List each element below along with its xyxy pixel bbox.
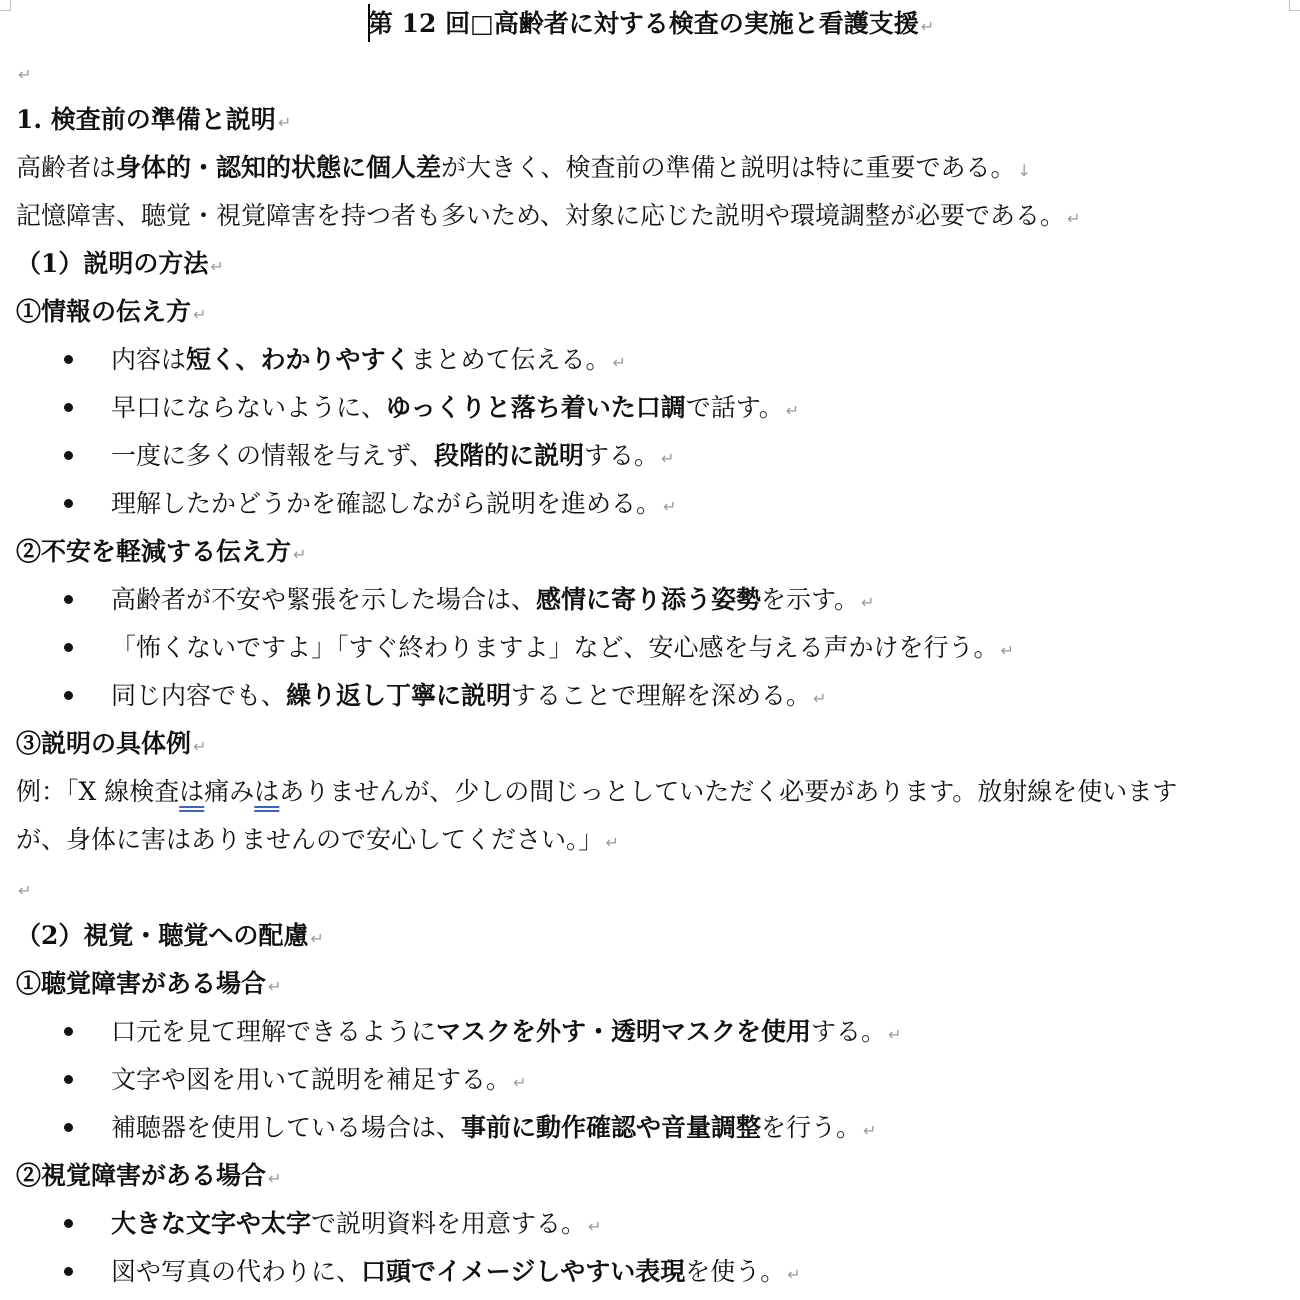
text-run: で説明資料を用意する。 bbox=[311, 1209, 587, 1238]
paragraph-mark: ↵ bbox=[268, 977, 282, 996]
bullet-item[interactable] bbox=[16, 432, 1286, 480]
paragraph-mark: ↵ bbox=[210, 257, 224, 276]
text-run: 例：「X 線検査 bbox=[16, 777, 180, 806]
text-run: を使う。 bbox=[685, 1257, 786, 1286]
point-heading[interactable] bbox=[16, 528, 1286, 576]
text-run: まとめて伝える。 bbox=[410, 345, 611, 374]
bullet-item[interactable] bbox=[16, 1248, 1286, 1296]
document-body[interactable] bbox=[16, 0, 1286, 1296]
bullet-icon bbox=[64, 451, 73, 460]
bullet-item[interactable] bbox=[16, 384, 1286, 432]
example-paragraph-line[interactable] bbox=[16, 768, 1286, 816]
point-heading-text: ③説明の具体例 bbox=[16, 729, 192, 758]
text-run: を示す。 bbox=[761, 585, 860, 614]
page-corner-mark-left bbox=[0, 0, 11, 11]
bold-run: 事前に動作確認や音量調整 bbox=[461, 1113, 762, 1142]
text-run: が大きく、検査前の準備と説明は特に重要である。 bbox=[441, 153, 1016, 182]
text-run: 早口にならないように、 bbox=[111, 393, 387, 422]
bullet-item[interactable] bbox=[16, 480, 1286, 528]
paragraph-mark: ↵ bbox=[193, 737, 207, 756]
bullet-icon bbox=[64, 403, 73, 412]
body-paragraph[interactable] bbox=[16, 144, 1286, 192]
bullet-icon bbox=[64, 643, 73, 652]
text-run: することで理解を深める。 bbox=[511, 681, 812, 710]
bullet-icon bbox=[64, 595, 73, 604]
paragraph-mark: ↵ bbox=[920, 17, 935, 36]
subsection-heading-text: （2）視覚・聴覚への配慮 bbox=[16, 921, 309, 950]
paragraph-mark: ↵ bbox=[813, 689, 827, 708]
text-run: 理解したかどうかを確認しながら説明を進める。 bbox=[111, 489, 662, 518]
point-heading-text: ②不安を軽減する伝え方 bbox=[16, 537, 292, 566]
subsection-heading[interactable] bbox=[16, 912, 1286, 960]
bullet-item[interactable] bbox=[16, 336, 1286, 384]
paragraph-mark: ↵ bbox=[18, 65, 32, 84]
paragraph-mark: ↵ bbox=[661, 449, 675, 468]
bullet-icon bbox=[64, 1219, 73, 1228]
point-heading[interactable] bbox=[16, 960, 1286, 1008]
text-run: する。 bbox=[811, 1017, 887, 1046]
empty-paragraph[interactable] bbox=[16, 48, 1286, 96]
text-run: 口元を見て理解できるように bbox=[111, 1017, 437, 1046]
paragraph-mark: ↵ bbox=[277, 113, 292, 132]
point-heading-text: ①聴覚障害がある場合 bbox=[16, 969, 267, 998]
bullet-item[interactable] bbox=[16, 576, 1286, 624]
paragraph-mark: ↵ bbox=[605, 833, 619, 852]
paragraph-mark: ↵ bbox=[310, 929, 324, 948]
document-title[interactable] bbox=[16, 0, 1286, 48]
grammar-flag[interactable]: は bbox=[254, 777, 280, 806]
bullet-icon bbox=[64, 1075, 73, 1084]
bullet-icon bbox=[64, 1123, 73, 1132]
paragraph-mark: ↵ bbox=[513, 1073, 527, 1092]
bullet-item[interactable] bbox=[16, 1056, 1286, 1104]
bullet-icon bbox=[64, 1027, 73, 1036]
subsection-heading[interactable] bbox=[16, 240, 1286, 288]
point-heading[interactable] bbox=[16, 1152, 1286, 1200]
paragraph-mark: ↵ bbox=[193, 305, 207, 324]
bold-run: 短く、わかりやすく bbox=[186, 345, 411, 374]
paragraph-mark: ↵ bbox=[293, 545, 307, 564]
paragraph-mark: ↵ bbox=[1000, 641, 1014, 660]
bullet-icon bbox=[64, 1267, 73, 1276]
text-run: 一度に多くの情報を与えず、 bbox=[111, 441, 435, 470]
section-heading[interactable] bbox=[16, 96, 1286, 144]
body-paragraph[interactable] bbox=[16, 192, 1286, 240]
example-paragraph-line[interactable] bbox=[16, 816, 1286, 864]
bold-run: 段階的に説明 bbox=[434, 441, 585, 470]
bold-run: 繰り返し丁寧に説明 bbox=[286, 681, 512, 710]
paragraph-mark: ↵ bbox=[888, 1025, 902, 1044]
title-box-glyph: □ bbox=[470, 9, 494, 38]
point-heading-text: ①情報の伝え方 bbox=[16, 297, 192, 326]
text-run: 同じ内容でも、 bbox=[111, 681, 287, 710]
title-lead: 第 12 回 bbox=[367, 9, 471, 38]
bullet-item[interactable] bbox=[16, 672, 1286, 720]
text-run: 「怖くないですよ」「すぐ終わりますよ」など、安心感を与える声かけを行う。 bbox=[111, 633, 999, 662]
page-corner-mark-right bbox=[1289, 0, 1300, 11]
text-run: する。 bbox=[584, 441, 660, 470]
bold-run: マスクを外す・透明マスクを使用 bbox=[436, 1017, 812, 1046]
point-heading[interactable] bbox=[16, 720, 1286, 768]
bold-run: 感情に寄り添う姿勢 bbox=[536, 585, 762, 614]
bullet-item[interactable] bbox=[16, 1008, 1286, 1056]
bullet-icon bbox=[64, 691, 73, 700]
bullet-icon bbox=[64, 355, 73, 364]
paragraph-mark: ↵ bbox=[588, 1217, 602, 1236]
paragraph-mark: ↵ bbox=[787, 1265, 801, 1284]
point-heading[interactable] bbox=[16, 288, 1286, 336]
bold-run: ゆっくりと落ち着いた口調 bbox=[386, 393, 686, 422]
bold-run: 身体的・認知的状態に個人差 bbox=[116, 153, 442, 182]
bold-run: 口頭でイメージしやすい表現 bbox=[361, 1257, 686, 1286]
paragraph-mark: ↵ bbox=[1067, 209, 1081, 228]
empty-paragraph[interactable] bbox=[16, 864, 1286, 912]
grammar-flag[interactable]: は bbox=[179, 777, 205, 806]
text-run: 図や写真の代わりに、 bbox=[111, 1257, 362, 1286]
text-run: が、身体に害はありませんので安心してください。」 bbox=[16, 825, 604, 854]
paragraph-mark: ↵ bbox=[18, 881, 32, 900]
paragraph-mark: ↵ bbox=[663, 497, 677, 516]
paragraph-mark: ↵ bbox=[861, 593, 875, 612]
text-run: 文字や図を用いて説明を補足する。 bbox=[111, 1065, 512, 1094]
bullet-icon bbox=[64, 499, 73, 508]
paragraph-mark: ↵ bbox=[863, 1121, 877, 1140]
text-run: で話す。 bbox=[685, 393, 784, 422]
bullet-item[interactable] bbox=[16, 1104, 1286, 1152]
text-run: ありませんが、少しの間じっとしていただく必要があります。放射線を使います bbox=[279, 777, 1178, 806]
point-heading-text: ②視覚障害がある場合 bbox=[16, 1161, 267, 1190]
text-run: 記憶障害、聴覚・視覚障害を持つ者も多いため、対象に応じた説明や環境調整が必要である。 bbox=[16, 201, 1066, 230]
bullet-item[interactable] bbox=[16, 624, 1286, 672]
text-run: 痛み bbox=[204, 777, 255, 806]
text-run: 高齢者が不安や緊張を示した場合は、 bbox=[111, 585, 537, 614]
bold-run: 大きな文字や太字 bbox=[111, 1209, 312, 1238]
line-break-mark: ↓ bbox=[1017, 161, 1031, 180]
section-heading-text: 1. 検査前の準備と説明 bbox=[16, 105, 276, 134]
text-run: 内容は bbox=[111, 345, 187, 374]
paragraph-mark: ↵ bbox=[785, 401, 800, 420]
subsection-heading-text: （1）説明の方法 bbox=[16, 249, 209, 278]
bullet-item[interactable] bbox=[16, 1200, 1286, 1248]
text-run: 高齢者は bbox=[16, 153, 117, 182]
title-text: 高齢者に対する検査の実施と看護支援 bbox=[493, 9, 919, 38]
paragraph-mark: ↵ bbox=[268, 1169, 282, 1188]
text-run: 補聴器を使用している場合は、 bbox=[111, 1113, 462, 1142]
text-run: を行う。 bbox=[761, 1113, 862, 1142]
paragraph-mark: ↵ bbox=[612, 353, 626, 372]
